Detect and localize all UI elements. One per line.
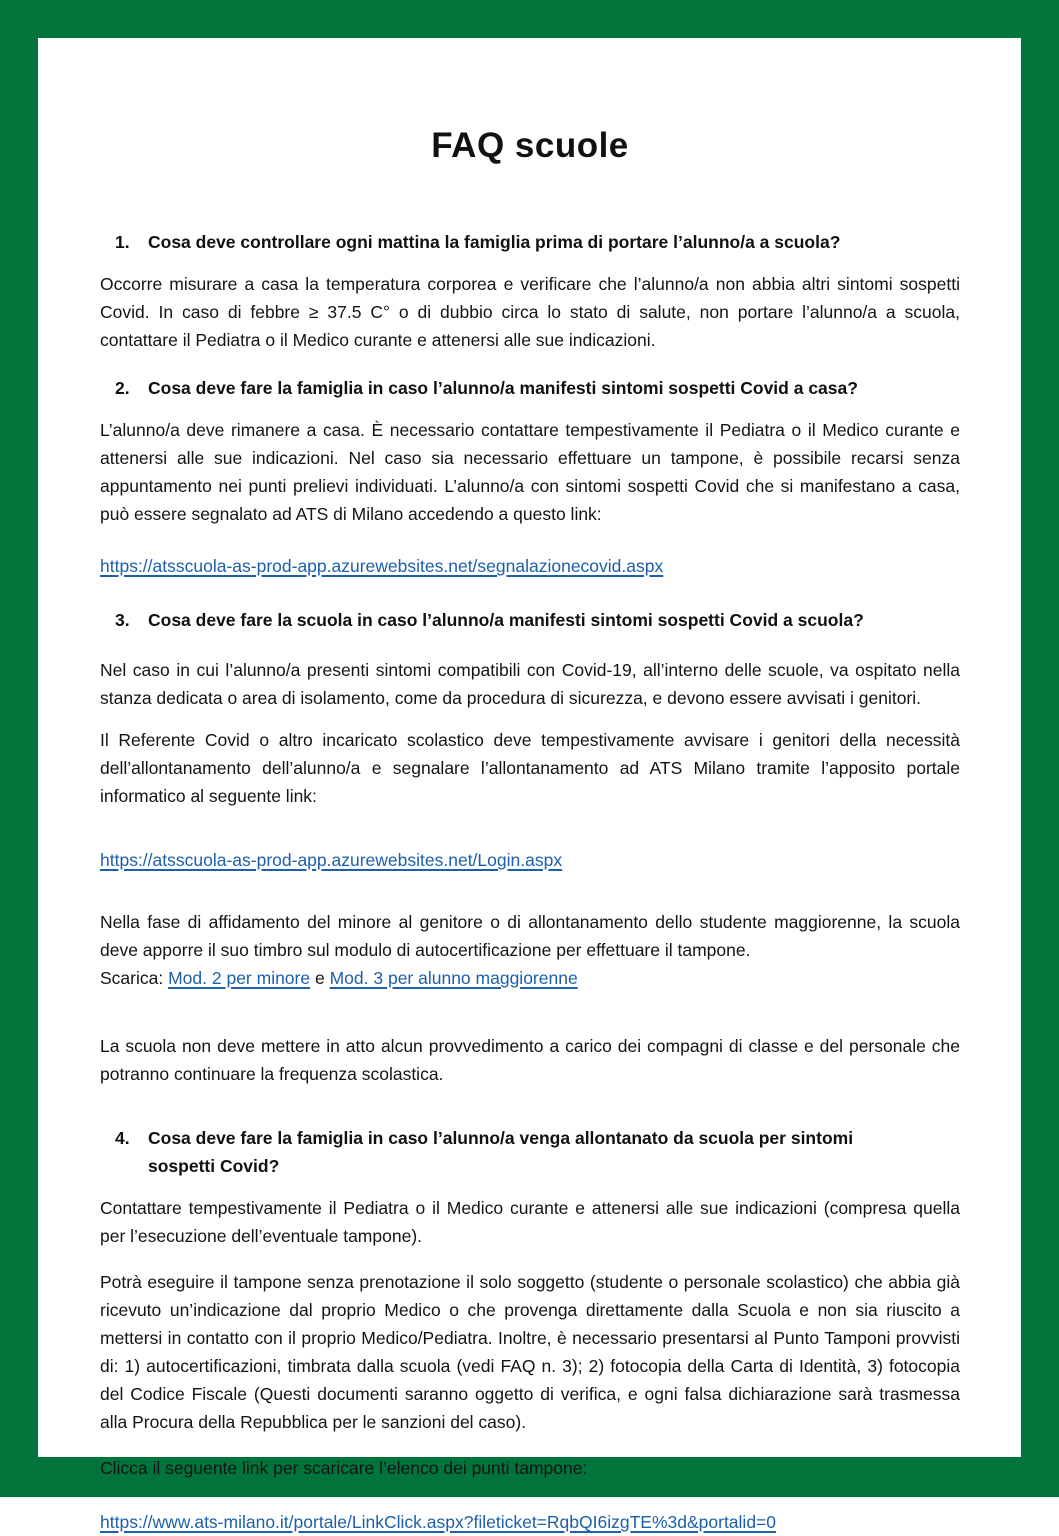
link-login-portal[interactable]: https://atsscuola-as-prod-app.azurewebsites.net/Login.aspx — [100, 850, 563, 870]
paragraph-affidamento-text: Nella fase di affidamento del minore al genitore o di allontanamento dello studente maggiorenne, la scuola deve apporre il suo timbro sul modulo di autocertificazione per effettuare il tampone. — [100, 912, 960, 960]
link-line-punti-tampone — [100, 1508, 960, 1536]
paragraph-school-isolation: Nel caso in cui l’alunno/a presenti sintomi compatibili con Covid-19, all’interno delle scuole, va ospitato nella stanza dedicata o area di isolamento, come da procedura di sicurezza, e devono essere avvisati i genitori. — [100, 660, 960, 708]
paragraph-no-provvedimento: La scuola non deve mettere in atto alcun provvedimento a carico dei compagni di classe e del personale che potranno continuare la frequenza scolastica. — [100, 1036, 960, 1084]
question-2 — [100, 374, 960, 402]
paragraph-referente-covid: Il Referente Covid o altro incaricato scolastico deve tempestivamente avvisare i genitori della necessità dell’allontanamento dell’alunno/a e segnalare l’allontanamento ad ATS Milano tramite l’apposito portale informatico al seguente link: — [100, 730, 960, 806]
link-line-segnalazione — [100, 552, 960, 580]
question-4-text: Cosa deve fare la famiglia in caso l’alunno/a venga allontanato da scuola per sintomi sospetti Covid? — [148, 1128, 854, 1176]
paragraph-check-morning: Occorre misurare a casa la temperatura corporea e verificare che l’alunno/a non abbia altri sintomi sospetti Covid. In caso di febbre ≥ 37.5 C° o di dubbio circa lo stato di salute, non portare l’alunno/a a scuola, contattare il Pediatra o il Medico curante e attenersi alle sue indicazioni. — [100, 274, 960, 350]
question-2-text: Cosa deve fare la famiglia in caso l’alunno/a manifesti sintomi sospetti Covid a casa? — [148, 378, 858, 398]
question-1 — [100, 228, 960, 256]
scarica-conjunction: e — [314, 968, 325, 988]
document-sheet — [38, 38, 1021, 1532]
question-3-number: 3. — [115, 610, 130, 630]
question-1-number: 1. — [115, 232, 130, 252]
scarica-label: Scarica: — [100, 968, 164, 988]
link-mod2-minore[interactable]: Mod. 2 per minore — [168, 968, 311, 988]
page-title: FAQ scuole — [431, 126, 629, 165]
question-3-text: Cosa deve fare la scuola in caso l’alunno/a manifesti sintomi sospetti Covid a scuola? — [148, 610, 864, 630]
paragraph-tampone-istruzioni: Potrà eseguire il tampone senza prenotazione il solo soggetto (studente o personale scolastico) che abbia già ricevuto un’indicazione dal proprio Medico o che provenga direttamente dalla Scuola e non sia riuscito a mettersi in contatto con il proprio Medico/Pediatra. Inoltre, è necessario presentarsi al Punto Tamponi provvisti di: 1) autocertificazioni, timbrata dalla scuola (vedi FAQ n. 3); 2) fotocopia della Carta di Identità, 3) fotocopia del Codice Fiscale (Questi documenti saranno oggetto di verifica, e ogni falsa dichiarazione sarà trasmessa alla Procura della Repubblica per le sanzioni del caso). — [100, 1272, 960, 1432]
question-1-text: Cosa deve controllare ogni mattina la famiglia prima di portare l’alunno/a a scuola? — [148, 232, 841, 252]
link-segnalazione-covid[interactable]: https://atsscuola-as-prod-app.azurewebsites.net/segnalazionecovid.aspx — [100, 556, 664, 576]
question-2-number: 2. — [115, 378, 130, 398]
link-line-login — [100, 846, 960, 874]
question-4 — [100, 1124, 960, 1180]
question-4-number: 4. — [115, 1128, 130, 1148]
paragraph-clicca-link: Clicca il seguente link per scaricare l’elenco dei punti tampone: — [100, 1458, 588, 1478]
question-3 — [100, 606, 960, 634]
paragraph-family-home: L’alunno/a deve rimanere a casa. È necessario contattare tempestivamente il Pediatra o il Medico curante e attenersi alle sue indicazioni. Nel caso sia necessario effettuare un tampone, è possibile recarsi senza appuntamento nei punti prelievi individuati. L’alunno/a con sintomi sospetti Covid che si manifestano a casa, può essere segnalato ad ATS di Milano accedendo a questo link: — [100, 420, 960, 524]
link-elenco-punti-tampone[interactable]: https://www.ats-milano.it/portale/LinkClick.aspx?fileticket=RqbQI6izgTE%3d&portalid=0 — [100, 1512, 777, 1532]
paragraph-contattare-pediatra: Contattare tempestivamente il Pediatra o il Medico curante e attenersi alle sue indicazioni (compresa quella per l’esecuzione dell’eventuale tampone). — [100, 1198, 960, 1246]
link-mod3-maggiorenne[interactable]: Mod. 3 per alunno maggiorenne — [329, 968, 578, 988]
paragraph-affidamento — [100, 908, 960, 992]
